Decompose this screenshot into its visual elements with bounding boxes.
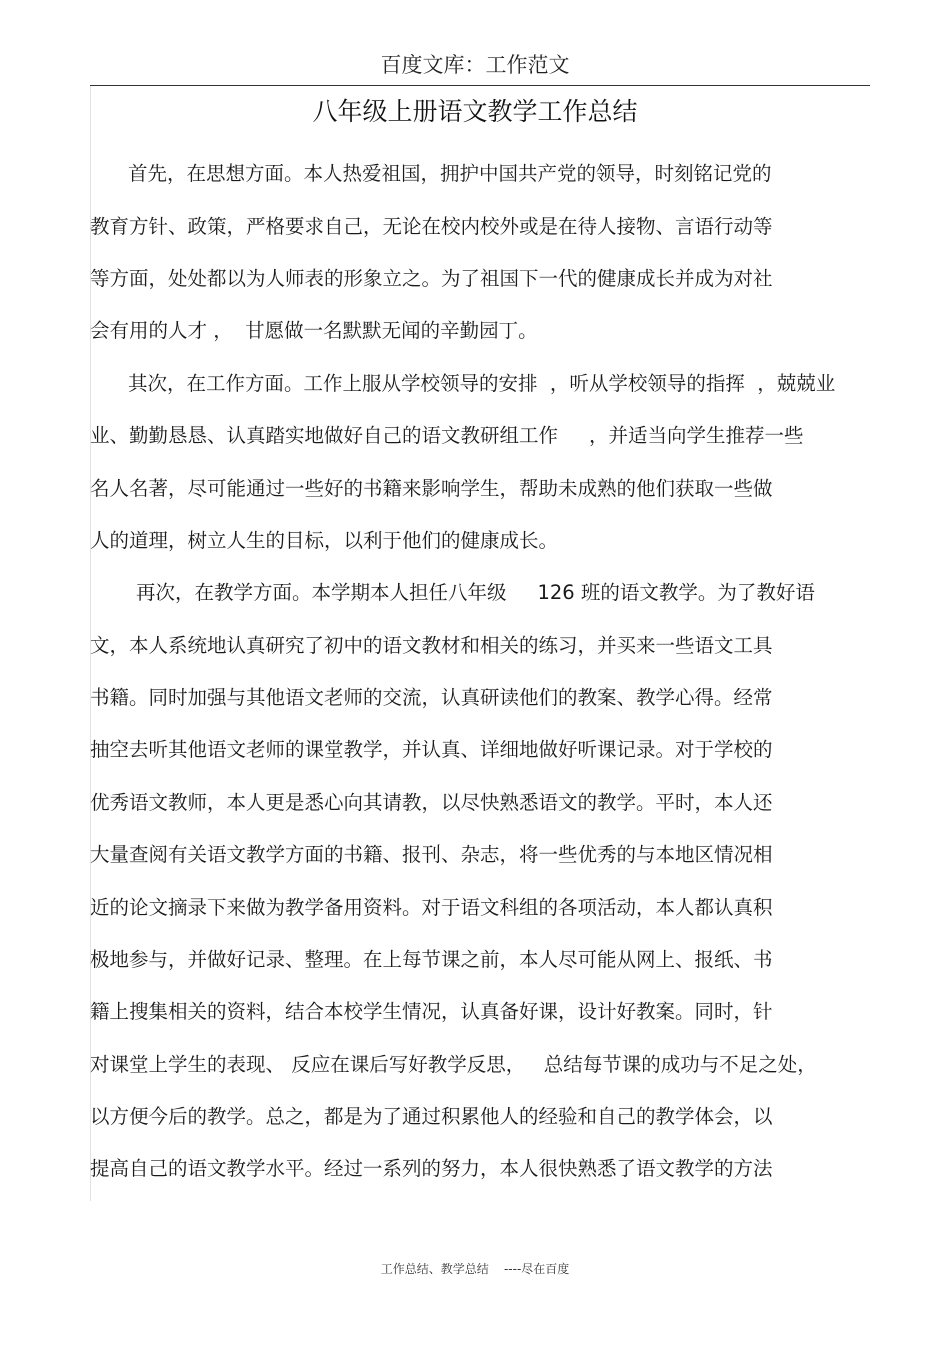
paragraph-line: 对课堂上学生的表现、 反应在课后写好教学反思， 总结每节课的成功与不足之处， xyxy=(90,1053,817,1076)
page-header: 百度文库：工作范文 xyxy=(380,53,570,77)
header-divider xyxy=(90,85,870,86)
paragraph-line: 大量查阅有关语文教学方面的书籍、报刊、杂志，将一些优秀的与本地区情况相 xyxy=(90,843,773,866)
paragraph-line: 书籍。同时加强与其他语文老师的交流，认真研读他们的教案、教学心得。经常 xyxy=(90,686,773,709)
paragraph-line: 文，本人系统地认真研究了初中的语文教材和相关的练习，并买来一些语文工具 xyxy=(90,634,773,657)
paragraph-line: 会有用的人才 ， 甘愿做一名默默无闻的辛勤园丁。 xyxy=(90,319,538,342)
paragraph-line: 其次，在工作方面。工作上服从学校领导的安排 ，听从学校领导的指挥 ，兢兢业 xyxy=(128,372,836,395)
paragraph-line: 业、勤勤恳恳、认真踏实地做好自己的语文教研组工作 ，并适当向学生推荐一些 xyxy=(90,424,804,447)
paragraph-line: 极地参与，并做好记录、整理。在上每节课之前，本人尽可能从网上、报纸、书 xyxy=(90,948,773,971)
paragraph-line: 人的道理，树立人生的目标，以利于他们的健康成长。 xyxy=(90,529,559,552)
paragraph-line: 以方便今后的教学。总之，都是为了通过积累他人的经验和自己的教学体会，以 xyxy=(90,1105,773,1128)
document-title: 八年级上册语文教学工作总结 xyxy=(312,97,638,126)
paragraph-line: 再次，在教学方面。本学期本人担任八年级 126 班的语文教学。为了教好语 xyxy=(136,581,815,604)
paragraph-line: 抽空去听其他语文老师的课堂教学，并认真、详细地做好听课记录。对于学校的 xyxy=(90,738,773,761)
page-footer: 工作总结、教学总结 ----尽在百度 xyxy=(380,1262,570,1276)
paragraph-line: 籍上搜集相关的资料，结合本校学生情况，认真备好课，设计好教案。同时，针 xyxy=(90,1000,773,1023)
paragraph-line: 近的论文摘录下来做为教学备用资料。对于语文科组的各项活动，本人都认真积 xyxy=(90,896,773,919)
paragraph-line: 等方面，处处都以为人师表的形象立之。为了祖国下一代的健康成长并成为对社 xyxy=(90,267,773,290)
paragraph-line: 名人名著，尽可能通过一些好的书籍来影响学生，帮助未成熟的他们获取一些做 xyxy=(90,477,773,500)
paragraph-line: 首先，在思想方面。本人热爱祖国，拥护中国共产党的领导，时刻铭记党的 xyxy=(128,162,772,185)
paragraph-line: 优秀语文教师，本人更是悉心向其请教，以尽快熟悉语文的教学。平时，本人还 xyxy=(90,791,773,814)
paragraph-line: 教育方针、政策，严格要求自己，无论在校内校外或是在待人接物、言语行动等 xyxy=(90,215,773,238)
paragraph-line: 提高自己的语文教学水平。经过一系列的努力，本人很快熟悉了语文教学的方法 xyxy=(90,1157,773,1180)
